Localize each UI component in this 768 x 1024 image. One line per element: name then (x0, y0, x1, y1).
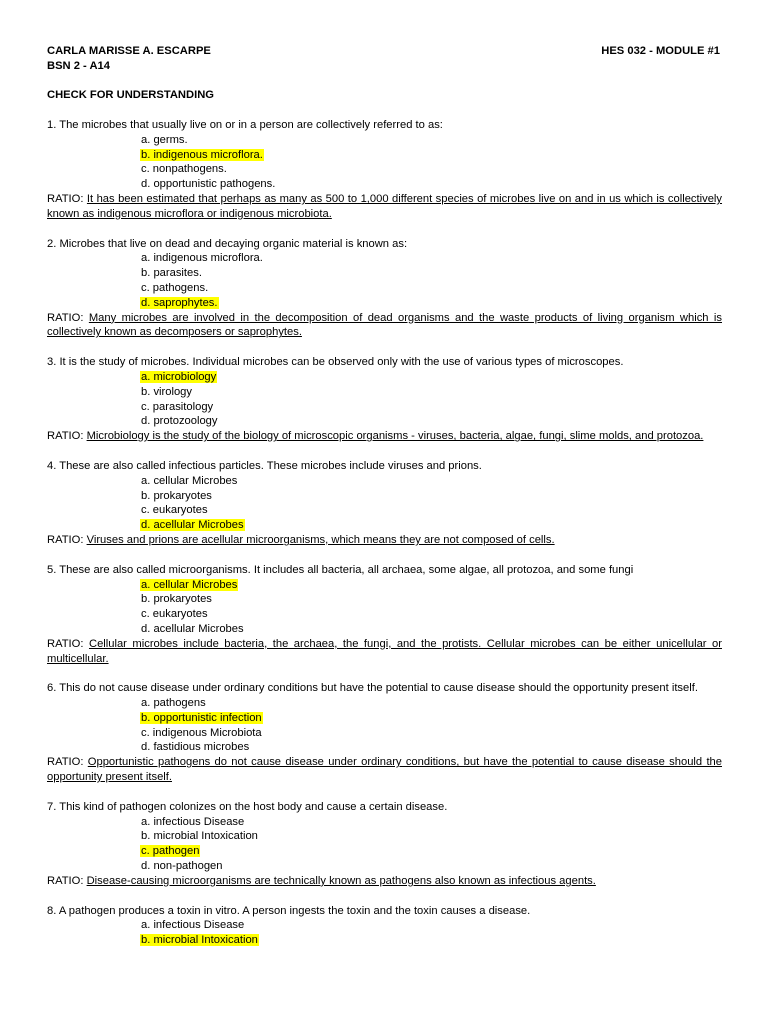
question-text: 2. Microbes that live on dead and decaying organic material is known as: (47, 237, 408, 250)
answer-choice: c. nonpathogens. (141, 163, 227, 176)
answer-choice: d. opportunistic pathogens. (141, 178, 276, 191)
answer-choice: a. indigenous microflora. (141, 252, 263, 265)
answer-choice-highlighted: a. cellular Microbes (141, 578, 238, 591)
answer-choice-highlighted: d. acellular Microbes (141, 519, 244, 532)
question-text: 5. These are also called microorganisms. It includes all bacteria, all archaea, some algae, all protozoa, and some fungi (47, 563, 634, 576)
question-block (47, 681, 722, 785)
answer-choice: c. indigenous Microbiota (141, 726, 262, 739)
ratio-explanation: Viruses and prions are acellular microorganisms, which means they are not composed of cells. (86, 533, 555, 546)
student-name: CARLA MARISSE A. ESCARPE (47, 45, 211, 57)
answer-choice: a. infectious Disease (141, 815, 245, 828)
question-text: 3. It is the study of microbes. Individual microbes can be observed only with the use of various types of microscopes. (47, 356, 624, 369)
answer-choice: b. prokaryotes (141, 593, 212, 606)
ratio-label: RATIO: (47, 430, 87, 443)
answer-choice: c. eukaryotes (141, 608, 208, 621)
ratio-label: RATIO: (47, 874, 87, 887)
questions-list (47, 118, 722, 963)
question-block (47, 904, 722, 948)
answer-choice-highlighted: b. microbial Intoxication (141, 934, 258, 947)
ratio-text (47, 637, 722, 667)
answer-choice: a. cellular Microbes (141, 474, 238, 487)
question-block (47, 118, 722, 222)
student-section: BSN 2 - A14 (47, 59, 111, 72)
answer-choice: d. acellular Microbes (141, 622, 244, 635)
question-text: 6. This do not cause disease under ordinary conditions but have the potential to cause disease should the opportunity present itself. (47, 682, 698, 695)
ratio-explanation: Opportunistic pathogens do not cause disease under ordinary conditions, but have the potential to cause disease should the opportunity present itself. (47, 756, 722, 784)
answer-choice: b. microbial Intoxication (141, 830, 258, 843)
question-block (47, 563, 722, 667)
answer-choice: a. pathogens (141, 697, 206, 710)
ratio-text (47, 533, 722, 548)
ratio-text (47, 874, 722, 889)
ratio-text (47, 755, 722, 785)
answer-choice: d. fastidious microbes (141, 741, 250, 754)
student-info (47, 44, 211, 74)
ratio-explanation: Cellular microbes include bacteria, the archaea, the fungi, and the protists. Cellular microbes can be either unicellular or multicellular. (47, 637, 722, 665)
ratio-text (47, 192, 722, 222)
ratio-label: RATIO: (47, 311, 89, 324)
answer-choice: b. virology (141, 385, 192, 398)
ratio-label: RATIO: (47, 756, 88, 769)
question-block (47, 237, 722, 341)
answer-choice-highlighted: a. microbiology (141, 370, 217, 383)
ratio-explanation: Disease-causing microorganisms are technically known as pathogens also known as infectious agents. (86, 874, 596, 887)
answer-choice-highlighted: b. opportunistic infection (141, 711, 262, 724)
ratio-explanation: Microbiology is the study of the biology of microscopic organisms - viruses, bacteria, algae, fungi, slime molds, and protozoa. (86, 430, 704, 443)
question-text: 7. This kind of pathogen colonizes on the host body and cause a certain disease. (47, 800, 448, 813)
question-text: 4. These are also called infectious particles. These microbes include viruses and prions. (47, 459, 482, 472)
question-text: 8. A pathogen produces a toxin in vitro. A person ingests the toxin and the toxin causes a disease. (47, 904, 531, 917)
question-block (47, 355, 722, 444)
ratio-label: RATIO: (47, 533, 87, 546)
ratio-label: RATIO: (47, 192, 87, 205)
answer-choice: b. prokaryotes (141, 489, 212, 502)
ratio-explanation: It has been estimated that perhaps as many as 500 to 1,000 different species of microbes live on and in us which is collectively known as indigenous microflora or indigenous microbiota. (47, 192, 723, 220)
answer-choice-highlighted: b. indigenous microflora. (141, 148, 263, 161)
ratio-text (47, 429, 722, 444)
question-block (47, 459, 722, 548)
course-module: HES 032 - MODULE #1 (601, 45, 720, 57)
answer-choice: a. germs. (141, 133, 188, 146)
ratio-text (47, 311, 722, 341)
answer-choice: b. parasites. (141, 267, 202, 280)
question-text: 1. The microbes that usually live on or in a person are collectively referred to as: (47, 119, 443, 131)
question-block (47, 800, 722, 889)
answer-choice: c. pathogens. (141, 281, 209, 294)
ratio-label: RATIO: (47, 637, 89, 650)
ratio-explanation: Many microbes are involved in the decomposition of dead organisms and the waste products of living organism which is collectively known as decomposers or saprophytes. (47, 311, 722, 339)
answer-choice: a. infectious Disease (141, 919, 245, 932)
section-heading: CHECK FOR UNDERSTANDING (47, 89, 214, 101)
answer-choice: c. parasitology (141, 400, 214, 413)
answer-choice: d. non-pathogen (141, 860, 223, 873)
answer-choice-highlighted: c. pathogen (141, 845, 200, 858)
answer-choice-highlighted: d. saprophytes. (141, 296, 218, 309)
answer-choice: c. eukaryotes (141, 504, 208, 517)
answer-choice: d. protozoology (141, 415, 218, 428)
